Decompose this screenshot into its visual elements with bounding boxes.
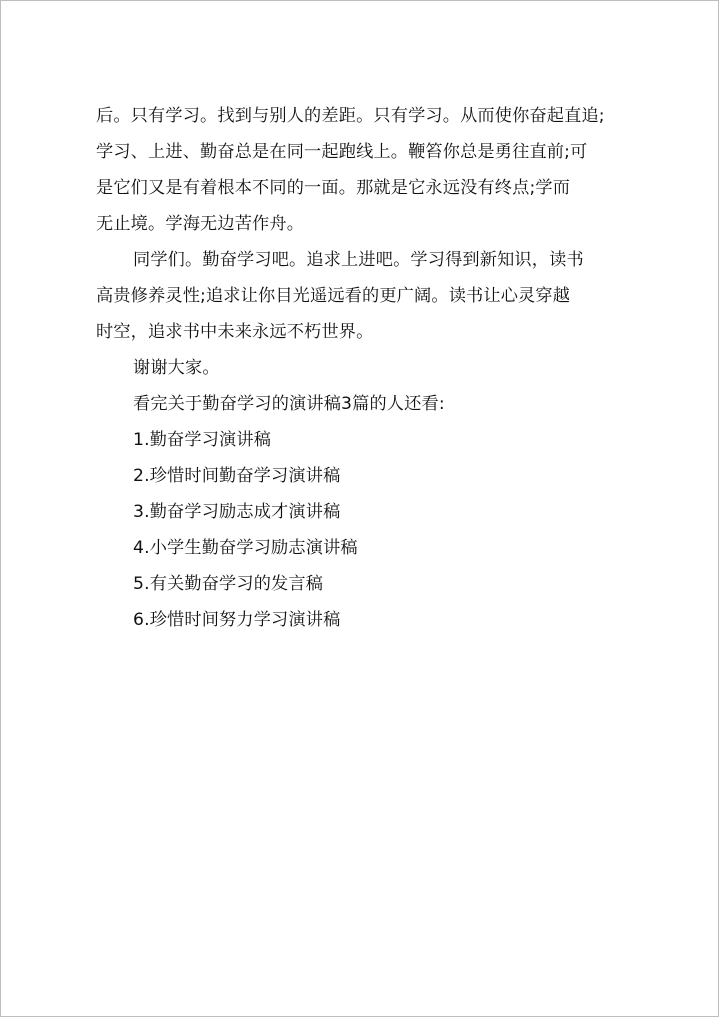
related-item-5[interactable]: 5.有关勤奋学习的发言稿	[133, 574, 324, 594]
related-item-3[interactable]: 3.勤奋学习励志成才演讲稿	[133, 502, 341, 522]
related-item-4[interactable]: 4.小学生勤奋学习励志演讲稿	[133, 538, 358, 558]
paragraph-1-line-1: 后。只有学习。找到与别人的差距。只有学习。从而使你奋起直追;	[96, 106, 605, 126]
paragraph-2-line-3: 时空，追求书中未来永远不朽世界。	[96, 322, 374, 342]
related-item-2[interactable]: 2.珍惜时间勤奋学习演讲稿	[133, 466, 341, 486]
related-heading: 看完关于勤奋学习的演讲稿3篇的人还看:	[133, 394, 445, 414]
related-item-6[interactable]: 6.珍惜时间努力学习演讲稿	[133, 610, 341, 630]
paragraph-1-line-3: 是它们又是有着根本不同的一面。那就是它永远没有终点;学而	[96, 178, 571, 198]
paragraph-1-line-4: 无止境。学海无边苦作舟。	[96, 214, 305, 234]
paragraph-1-line-2: 学习、上进、勤奋总是在同一起跑线上。鞭笞你总是勇往直前;可	[96, 142, 588, 162]
paragraph-2-line-2: 高贵修养灵性;追求让你目光遥远看的更广阔。读书让心灵穿越	[96, 286, 571, 306]
thanks-line: 谢谢大家。	[133, 358, 220, 378]
paragraph-2-line-1: 同学们。勤奋学习吧。追求上进吧。学习得到新知识，读书	[133, 250, 584, 270]
related-item-1[interactable]: 1.勤奋学习演讲稿	[133, 430, 272, 450]
